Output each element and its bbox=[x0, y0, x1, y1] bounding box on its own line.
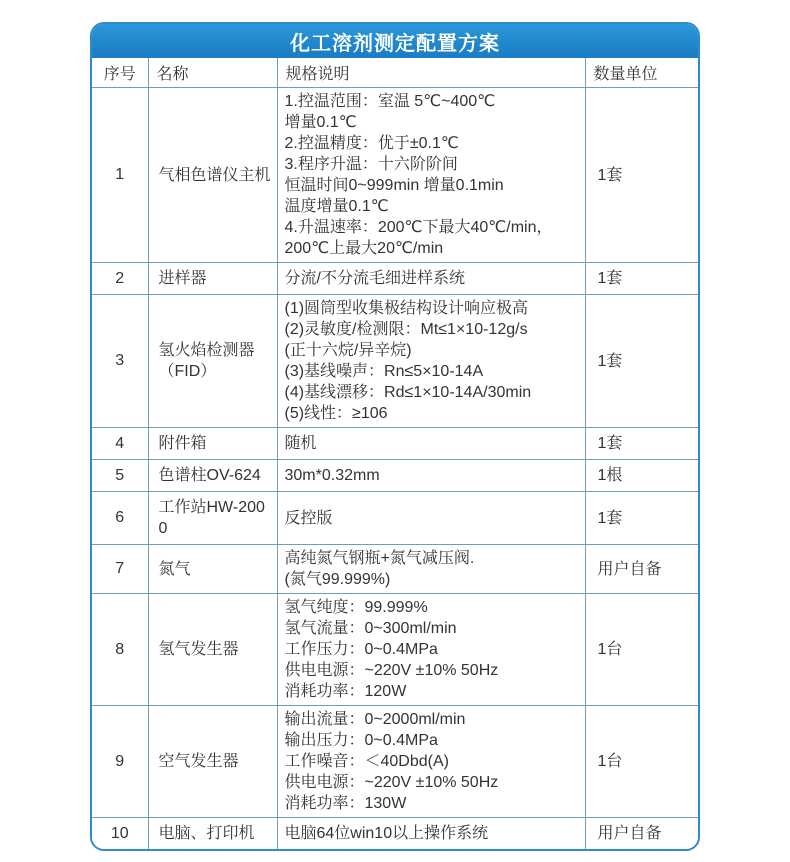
spec-line: 1.控温范围：室温 5℃~400℃ bbox=[284, 93, 496, 110]
spec-line: 200℃上最大20℃/min bbox=[284, 240, 444, 257]
spec-line: 消耗功率：120W bbox=[284, 683, 407, 700]
spec-line: 3.程序升温：十六阶阶间 bbox=[284, 156, 458, 173]
header-row bbox=[92, 58, 698, 88]
item-name-cell: 进样器 bbox=[148, 263, 277, 295]
quantity-cell: 用户自备 bbox=[585, 545, 698, 594]
quantity-cell: 1套 bbox=[585, 428, 698, 460]
spec-line: (2)灵敏度/检测限：Mt≤1×10-12g/s bbox=[284, 321, 528, 338]
spec-cell bbox=[277, 706, 585, 818]
table-row bbox=[92, 818, 698, 850]
spec-line: 高纯氮气钢瓶+氮气减压阀. bbox=[284, 550, 475, 567]
quantity-cell: 用户自备 bbox=[585, 818, 698, 850]
spec-line: 氢气流量：0~300ml/min bbox=[284, 620, 457, 637]
spec-line: 增量0.1℃ bbox=[284, 114, 357, 131]
config-table bbox=[92, 58, 698, 849]
row-number-cell: 2 bbox=[92, 263, 148, 295]
quantity-cell: 1套 bbox=[585, 492, 698, 545]
col-header-name: 名称 bbox=[148, 58, 277, 88]
spec-cell bbox=[277, 460, 585, 492]
config-table-body bbox=[92, 88, 698, 850]
spec-cell bbox=[277, 545, 585, 594]
spec-line: 分流/不分流毛细进样系统 bbox=[284, 270, 465, 287]
quantity-cell: 1套 bbox=[585, 295, 698, 428]
spec-line: 2.控温精度：优于±0.1℃ bbox=[284, 135, 459, 152]
quantity-cell: 1台 bbox=[585, 594, 698, 706]
spec-line: 输出流量：0~2000ml/min bbox=[284, 711, 466, 728]
spec-line: (正十六烷/异辛烷) bbox=[284, 342, 412, 359]
table-row bbox=[92, 88, 698, 263]
item-name-cell: 氮气 bbox=[148, 545, 277, 594]
table-row bbox=[92, 460, 698, 492]
row-number-cell: 8 bbox=[92, 594, 148, 706]
col-header-qty: 数量单位 bbox=[585, 58, 698, 88]
spec-line: 输出压力：0~0.4MPa bbox=[284, 732, 438, 749]
page-title: 化工溶剂测定配置方案 bbox=[290, 32, 500, 55]
spec-line: (1)圆筒型收集极结构设计响应极高 bbox=[284, 300, 529, 317]
item-name-cell: 氢火焰检测器（FID） bbox=[148, 295, 277, 428]
row-number-cell: 1 bbox=[92, 88, 148, 263]
spec-line: 4.升温速率：200℃下最大40℃/min， bbox=[284, 219, 553, 236]
spec-line: 反控版 bbox=[284, 509, 333, 527]
spec-cell bbox=[277, 88, 585, 263]
spec-line: (3)基线噪声：Rn≤5×10-14A bbox=[284, 363, 484, 380]
quantity-cell: 1套 bbox=[585, 88, 698, 263]
col-header-no: 序号 bbox=[92, 58, 148, 88]
spec-cell bbox=[277, 295, 585, 428]
quantity-cell: 1根 bbox=[585, 460, 698, 492]
spec-line: 消耗功率：130W bbox=[284, 795, 407, 812]
item-name-cell: 电脑、打印机 bbox=[148, 818, 277, 850]
spec-cell bbox=[277, 263, 585, 295]
table-row bbox=[92, 263, 698, 295]
spec-line: (4)基线漂移：Rd≤1×10-14A/30min bbox=[284, 384, 532, 401]
table-row bbox=[92, 492, 698, 545]
row-number-cell: 4 bbox=[92, 428, 148, 460]
table-row bbox=[92, 545, 698, 594]
spec-cell bbox=[277, 428, 585, 460]
spec-cell bbox=[277, 594, 585, 706]
spec-line: 随机 bbox=[284, 435, 317, 452]
row-number-cell: 5 bbox=[92, 460, 148, 492]
spec-line: 供电电源：~220V ±10% 50Hz bbox=[284, 662, 499, 679]
table-row bbox=[92, 594, 698, 706]
table-row bbox=[92, 428, 698, 460]
item-name-cell: 空气发生器 bbox=[148, 706, 277, 818]
spec-line: 电脑64位win10以上操作系统 bbox=[284, 825, 489, 842]
quantity-cell: 1套 bbox=[585, 263, 698, 295]
row-number-cell: 3 bbox=[92, 295, 148, 428]
row-number-cell: 7 bbox=[92, 545, 148, 594]
spec-line: 恒温时间0~999min 增量0.1min bbox=[284, 177, 504, 194]
item-name-cell: 附件箱 bbox=[148, 428, 277, 460]
spec-cell bbox=[277, 492, 585, 545]
row-number-cell: 6 bbox=[92, 492, 148, 545]
spec-line: 氢气纯度：99.999% bbox=[284, 599, 428, 616]
table-title-bar bbox=[92, 24, 698, 58]
item-name-cell: 色谱柱OV-624 bbox=[148, 460, 277, 492]
config-plan-panel bbox=[90, 22, 700, 851]
item-name-cell: 气相色谱仪主机 bbox=[148, 88, 277, 263]
spec-line: 供电电源：~220V ±10% 50Hz bbox=[284, 774, 499, 791]
row-number-cell: 9 bbox=[92, 706, 148, 818]
spec-line: 工作噪音：＜40Dbd(A) bbox=[284, 753, 449, 770]
item-name-cell: 氢气发生器 bbox=[148, 594, 277, 706]
item-name-cell: 工作站HW-2000 bbox=[148, 492, 277, 545]
quantity-cell: 1台 bbox=[585, 706, 698, 818]
spec-line: (氮气99.999%) bbox=[284, 571, 391, 588]
row-number-cell: 10 bbox=[92, 818, 148, 850]
table-row bbox=[92, 706, 698, 818]
spec-line: 30m*0.32mm bbox=[284, 467, 380, 484]
col-header-spec: 规格说明 bbox=[277, 58, 585, 88]
spec-line: (5)线性：≥106 bbox=[284, 405, 388, 422]
table-row bbox=[92, 295, 698, 428]
spec-cell bbox=[277, 818, 585, 850]
spec-line: 工作压力：0~0.4MPa bbox=[284, 641, 438, 658]
spec-line: 温度增量0.1℃ bbox=[284, 198, 389, 215]
